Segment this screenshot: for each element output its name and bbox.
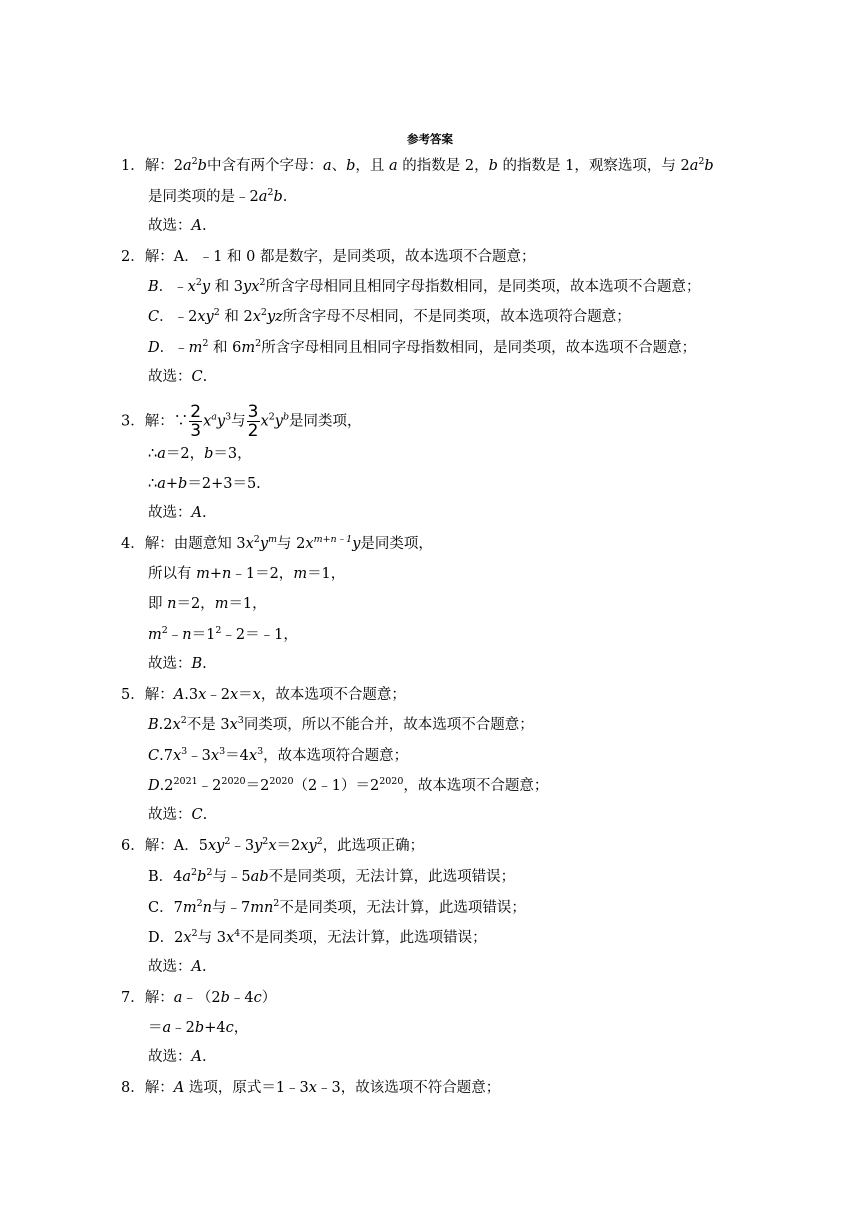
var: n bbox=[182, 627, 192, 643]
text: 解：A．5 bbox=[144, 838, 208, 854]
text: 的指数是 2， bbox=[397, 158, 489, 174]
text: 解： bbox=[144, 687, 174, 703]
var: a bbox=[322, 158, 332, 174]
var: x bbox=[229, 717, 238, 733]
text: ＝2， bbox=[165, 446, 205, 462]
q6-number: 6． bbox=[121, 838, 145, 854]
text: 解： bbox=[144, 1080, 174, 1096]
exp: 2020 bbox=[269, 776, 294, 787]
text: ﹣（2 bbox=[182, 990, 221, 1006]
text: 中含有两个字母： bbox=[206, 158, 323, 174]
q3-line-3 bbox=[148, 474, 261, 494]
text: 、 bbox=[331, 158, 347, 174]
text: ＝ bbox=[238, 687, 253, 703]
text: ﹣2＝﹣1， bbox=[221, 627, 298, 643]
var: x bbox=[198, 687, 207, 703]
text: ＝2 bbox=[276, 838, 301, 854]
q6-line-3 bbox=[148, 898, 526, 918]
var: mn bbox=[250, 900, 274, 916]
text: 和 2 bbox=[219, 309, 253, 325]
var: b bbox=[197, 158, 207, 174]
var: m bbox=[293, 566, 308, 582]
text: C．7 bbox=[148, 900, 183, 916]
text: .3 bbox=[184, 687, 199, 703]
var: x bbox=[305, 536, 314, 552]
text: 和 3 bbox=[210, 279, 244, 295]
var: b bbox=[220, 990, 230, 1006]
var: xy bbox=[207, 838, 225, 854]
text: ） bbox=[261, 990, 277, 1006]
var: A bbox=[191, 218, 202, 234]
var: m bbox=[182, 900, 197, 916]
exp: 2 bbox=[191, 156, 198, 167]
text: ＝1 bbox=[191, 627, 216, 643]
text: 不是同类项，无法计算，此选项错误； bbox=[279, 900, 526, 916]
exp: 2020 bbox=[379, 776, 404, 787]
text: 与﹣7 bbox=[211, 900, 251, 916]
exp: 2 bbox=[215, 625, 222, 636]
text: 解： bbox=[144, 990, 174, 1006]
var: c bbox=[225, 1020, 234, 1036]
exp: 3 bbox=[257, 746, 264, 757]
var: y bbox=[201, 279, 211, 295]
text: . bbox=[201, 218, 207, 234]
var: x bbox=[248, 748, 258, 764]
text: 所含字母相同且相同字母指数相同，是同类项，故本选项不合题意； bbox=[261, 340, 697, 356]
text: ，故本选项不合题意； bbox=[403, 778, 549, 794]
q1-line-1 bbox=[121, 156, 714, 176]
exp: 3 bbox=[181, 746, 188, 757]
var: B bbox=[148, 717, 159, 733]
text: . bbox=[201, 959, 207, 975]
q5-number: 5． bbox=[121, 687, 145, 703]
q2-line-d bbox=[148, 338, 696, 358]
text: 与 2 bbox=[277, 536, 306, 552]
page-title: 参考答案 bbox=[407, 132, 453, 146]
q2-line-a bbox=[121, 247, 535, 267]
q3-line-2 bbox=[148, 444, 252, 464]
q6-line-2 bbox=[148, 867, 515, 887]
text: + bbox=[165, 476, 179, 492]
var: x bbox=[308, 1080, 317, 1096]
text: ∴ bbox=[148, 476, 158, 492]
q3-number: 3． bbox=[121, 413, 145, 430]
var: y bbox=[254, 838, 263, 854]
var: m bbox=[148, 627, 162, 643]
var: D bbox=[148, 778, 160, 794]
text: 故选： bbox=[148, 807, 192, 823]
text: ＝2， bbox=[176, 596, 215, 612]
var: n bbox=[222, 566, 232, 582]
var: b bbox=[194, 1020, 205, 1036]
text: .7 bbox=[159, 748, 173, 764]
var: C bbox=[148, 309, 160, 325]
text: ＝1， bbox=[228, 596, 267, 612]
text: 与 3 bbox=[197, 930, 226, 946]
text: ，此选项正确； bbox=[322, 838, 425, 854]
text: ﹣3，故该选项不符合题意； bbox=[316, 1080, 501, 1096]
text: ﹣3 bbox=[187, 748, 211, 764]
q5-line-4 bbox=[148, 776, 548, 796]
q4-line-4 bbox=[148, 625, 298, 645]
text: 不是同类项，无法计算，此选项错误； bbox=[268, 869, 516, 885]
text: ﹣1＝2， bbox=[231, 566, 294, 582]
text: 故选： bbox=[148, 656, 192, 672]
text: ∴ bbox=[148, 446, 158, 462]
var: x bbox=[252, 309, 261, 325]
text: ＝ bbox=[148, 1020, 163, 1036]
exp: 3 bbox=[225, 411, 232, 423]
var: m bbox=[188, 340, 203, 356]
text: 不是同类项，无法计算，此选项错误； bbox=[240, 930, 487, 946]
exp: 2 bbox=[224, 836, 231, 847]
exp: 2 bbox=[255, 338, 262, 349]
text: . bbox=[202, 369, 208, 385]
text: ，且 bbox=[355, 158, 390, 174]
var: n bbox=[202, 900, 212, 916]
text: 故选： bbox=[148, 218, 192, 234]
text: 解：∵ bbox=[144, 413, 189, 430]
text: 解：A．﹣1 和 0 都是数字，是同类项，故本选项不合题意； bbox=[144, 249, 536, 265]
q2-answer bbox=[148, 367, 207, 387]
text: ＝3， bbox=[213, 446, 252, 462]
var: D bbox=[148, 340, 160, 356]
var: y bbox=[259, 536, 269, 552]
q3-answer bbox=[148, 503, 207, 523]
text: 与 bbox=[231, 413, 246, 430]
var: c bbox=[253, 990, 262, 1006]
var: C bbox=[148, 748, 160, 764]
var: C bbox=[191, 807, 203, 823]
var: a bbox=[182, 158, 192, 174]
text: ，故本选项不合题意； bbox=[260, 687, 406, 703]
q7-line-1 bbox=[121, 988, 276, 1008]
var: m bbox=[196, 566, 210, 582]
exp: 2 bbox=[316, 836, 323, 847]
var: y bbox=[352, 536, 361, 552]
exp: b bbox=[282, 411, 290, 423]
text: 故选： bbox=[148, 1049, 192, 1065]
q4-line-1 bbox=[121, 534, 433, 554]
q1-number: 1． bbox=[121, 158, 145, 174]
exp: a bbox=[211, 411, 217, 423]
var: y bbox=[274, 413, 283, 430]
q4-answer bbox=[148, 654, 207, 674]
var: b bbox=[346, 158, 356, 174]
q1-line-2 bbox=[148, 187, 287, 207]
var: b bbox=[197, 869, 207, 885]
exp: 2 bbox=[273, 898, 280, 909]
var: x bbox=[210, 748, 220, 764]
text: ﹣3 bbox=[230, 838, 255, 854]
text: 的指数是 1，观察选项，与 2 bbox=[497, 158, 690, 174]
var: A bbox=[173, 687, 185, 703]
var: a bbox=[182, 869, 192, 885]
text: . bbox=[202, 807, 208, 823]
q2-number: 2． bbox=[121, 249, 145, 265]
var: x bbox=[260, 413, 269, 430]
var: x bbox=[172, 748, 182, 764]
text: ＝2 bbox=[245, 778, 270, 794]
text: 与﹣5 bbox=[212, 869, 251, 885]
q6-line-4 bbox=[148, 928, 487, 948]
var: xy bbox=[300, 838, 317, 854]
numerator: 3 bbox=[247, 402, 259, 422]
fraction bbox=[189, 403, 202, 440]
fraction bbox=[247, 403, 260, 440]
var: x bbox=[203, 413, 212, 430]
text: 解：由题意知 3 bbox=[144, 536, 246, 552]
exp: 2 bbox=[195, 277, 202, 288]
text: 所含字母不尽相同，不是同类项，故本选项符合题意； bbox=[282, 309, 631, 325]
text: 是同类项， bbox=[360, 536, 433, 552]
var: x bbox=[252, 687, 261, 703]
q4-line-3 bbox=[148, 594, 267, 614]
text: .2 bbox=[159, 778, 174, 794]
text: 和 6 bbox=[208, 340, 242, 356]
text: . bbox=[282, 189, 288, 205]
q7-number: 7． bbox=[121, 990, 145, 1006]
text: . bbox=[202, 656, 207, 672]
text: ， bbox=[233, 1020, 249, 1036]
exp: 2 bbox=[268, 411, 275, 423]
var: a bbox=[689, 158, 699, 174]
var: a bbox=[389, 158, 398, 174]
var: x bbox=[172, 717, 181, 733]
exp: 2 bbox=[213, 307, 220, 318]
var: ab bbox=[250, 869, 269, 885]
exp: 2 bbox=[262, 836, 269, 847]
var: b bbox=[178, 476, 188, 492]
text: ＝1， bbox=[307, 566, 346, 582]
var: x bbox=[225, 930, 235, 946]
var: A bbox=[191, 1049, 202, 1065]
var: a bbox=[157, 476, 166, 492]
text: 解：2 bbox=[144, 158, 183, 174]
text: . bbox=[201, 1049, 207, 1065]
denominator: 3 bbox=[190, 421, 202, 441]
var: b bbox=[204, 446, 214, 462]
var: x bbox=[183, 930, 192, 946]
text: 故选： bbox=[148, 505, 192, 521]
var: y bbox=[216, 413, 226, 430]
var: B bbox=[148, 279, 159, 295]
var: A bbox=[173, 1080, 185, 1096]
text: ﹣2 bbox=[206, 687, 230, 703]
q2-line-c bbox=[148, 307, 631, 327]
text: ﹣ bbox=[167, 627, 183, 643]
q7-line-2 bbox=[148, 1018, 248, 1038]
exp: m+n﹣1 bbox=[313, 534, 353, 545]
var: x bbox=[245, 536, 254, 552]
text: 不是 3 bbox=[186, 717, 230, 733]
numerator: 2 bbox=[190, 402, 202, 422]
exp: 2 bbox=[267, 187, 274, 198]
q3-line-1 bbox=[121, 403, 362, 440]
text: （2﹣1）＝2 bbox=[293, 778, 380, 794]
var: b bbox=[273, 189, 283, 205]
exp: 2 bbox=[698, 156, 705, 167]
q7-answer bbox=[148, 1047, 207, 1067]
text: 所以有 bbox=[148, 566, 197, 582]
text: ﹣2 bbox=[171, 1020, 195, 1036]
var: b bbox=[704, 158, 714, 174]
exp: 2 bbox=[161, 625, 168, 636]
text: + bbox=[209, 566, 223, 582]
denominator: 2 bbox=[247, 421, 259, 441]
text: ﹣2 bbox=[197, 778, 222, 794]
text: ．﹣ bbox=[158, 279, 188, 295]
exp: 2 bbox=[180, 715, 187, 726]
var: a bbox=[258, 189, 268, 205]
var: B bbox=[191, 656, 203, 672]
exp: 2 bbox=[202, 338, 209, 349]
q5-line-1 bbox=[121, 685, 406, 705]
var: x bbox=[268, 838, 277, 854]
var: yx bbox=[243, 279, 260, 295]
q8-line-1 bbox=[121, 1078, 500, 1098]
q6-line-1 bbox=[121, 836, 424, 856]
var: b bbox=[488, 158, 498, 174]
exp: 2021 bbox=[173, 776, 198, 787]
text: 选项，原式＝1﹣3 bbox=[184, 1080, 309, 1096]
text: ．﹣ bbox=[159, 340, 189, 356]
exp: 4 bbox=[234, 928, 241, 939]
exp: 2 bbox=[196, 898, 203, 909]
exp: 2 bbox=[253, 534, 260, 545]
text: 故选： bbox=[148, 369, 192, 385]
text: 是同类项的是﹣2 bbox=[148, 189, 259, 205]
q4-line-2 bbox=[148, 564, 345, 584]
var: x bbox=[187, 279, 196, 295]
text: .2 bbox=[158, 717, 173, 733]
var: yz bbox=[266, 309, 283, 325]
exp: 2 bbox=[191, 928, 198, 939]
var: x bbox=[229, 687, 239, 703]
text: ，故本选项符合题意； bbox=[263, 748, 409, 764]
text: 故选： bbox=[148, 959, 192, 975]
text: ﹣4 bbox=[229, 990, 254, 1006]
var: a bbox=[162, 1020, 172, 1036]
var: m bbox=[214, 596, 229, 612]
text: 是同类项， bbox=[289, 413, 362, 430]
q2-line-b bbox=[148, 277, 700, 297]
exp: 2 bbox=[259, 277, 266, 288]
var: xy bbox=[197, 309, 214, 325]
text: B．4 bbox=[148, 869, 183, 885]
q4-number: 4． bbox=[121, 536, 145, 552]
q5-line-3 bbox=[148, 746, 408, 766]
exp: 3 bbox=[219, 746, 226, 757]
var: a bbox=[173, 990, 183, 1006]
text: 所含字母相同且相同字母指数相同，是同类项，故本选项不合题意； bbox=[265, 279, 701, 295]
text: ．﹣2 bbox=[159, 309, 198, 325]
var: a bbox=[157, 446, 166, 462]
exp: m bbox=[268, 534, 278, 545]
exp: 2020 bbox=[221, 776, 246, 787]
text: ＝2+3＝5. bbox=[187, 476, 261, 492]
exp: 2 bbox=[206, 867, 213, 878]
var: m bbox=[241, 340, 256, 356]
text: 同类项，所以不能合并，故本选项不合题意； bbox=[243, 717, 534, 733]
text: +4 bbox=[204, 1020, 226, 1036]
text: D．2 bbox=[148, 930, 184, 946]
q5-answer bbox=[148, 805, 207, 825]
exp: 3 bbox=[237, 715, 244, 726]
var: C bbox=[191, 369, 203, 385]
var: A bbox=[191, 959, 202, 975]
exp: 2 bbox=[260, 307, 267, 318]
text: 即 bbox=[148, 596, 168, 612]
var: A bbox=[191, 505, 202, 521]
text: ＝4 bbox=[225, 748, 249, 764]
q1-answer bbox=[148, 216, 207, 236]
var: n bbox=[167, 596, 177, 612]
q8-number: 8． bbox=[121, 1080, 145, 1096]
q6-answer bbox=[148, 957, 207, 977]
text: . bbox=[201, 505, 207, 521]
q5-line-2 bbox=[148, 715, 534, 735]
exp: 2 bbox=[191, 867, 198, 878]
